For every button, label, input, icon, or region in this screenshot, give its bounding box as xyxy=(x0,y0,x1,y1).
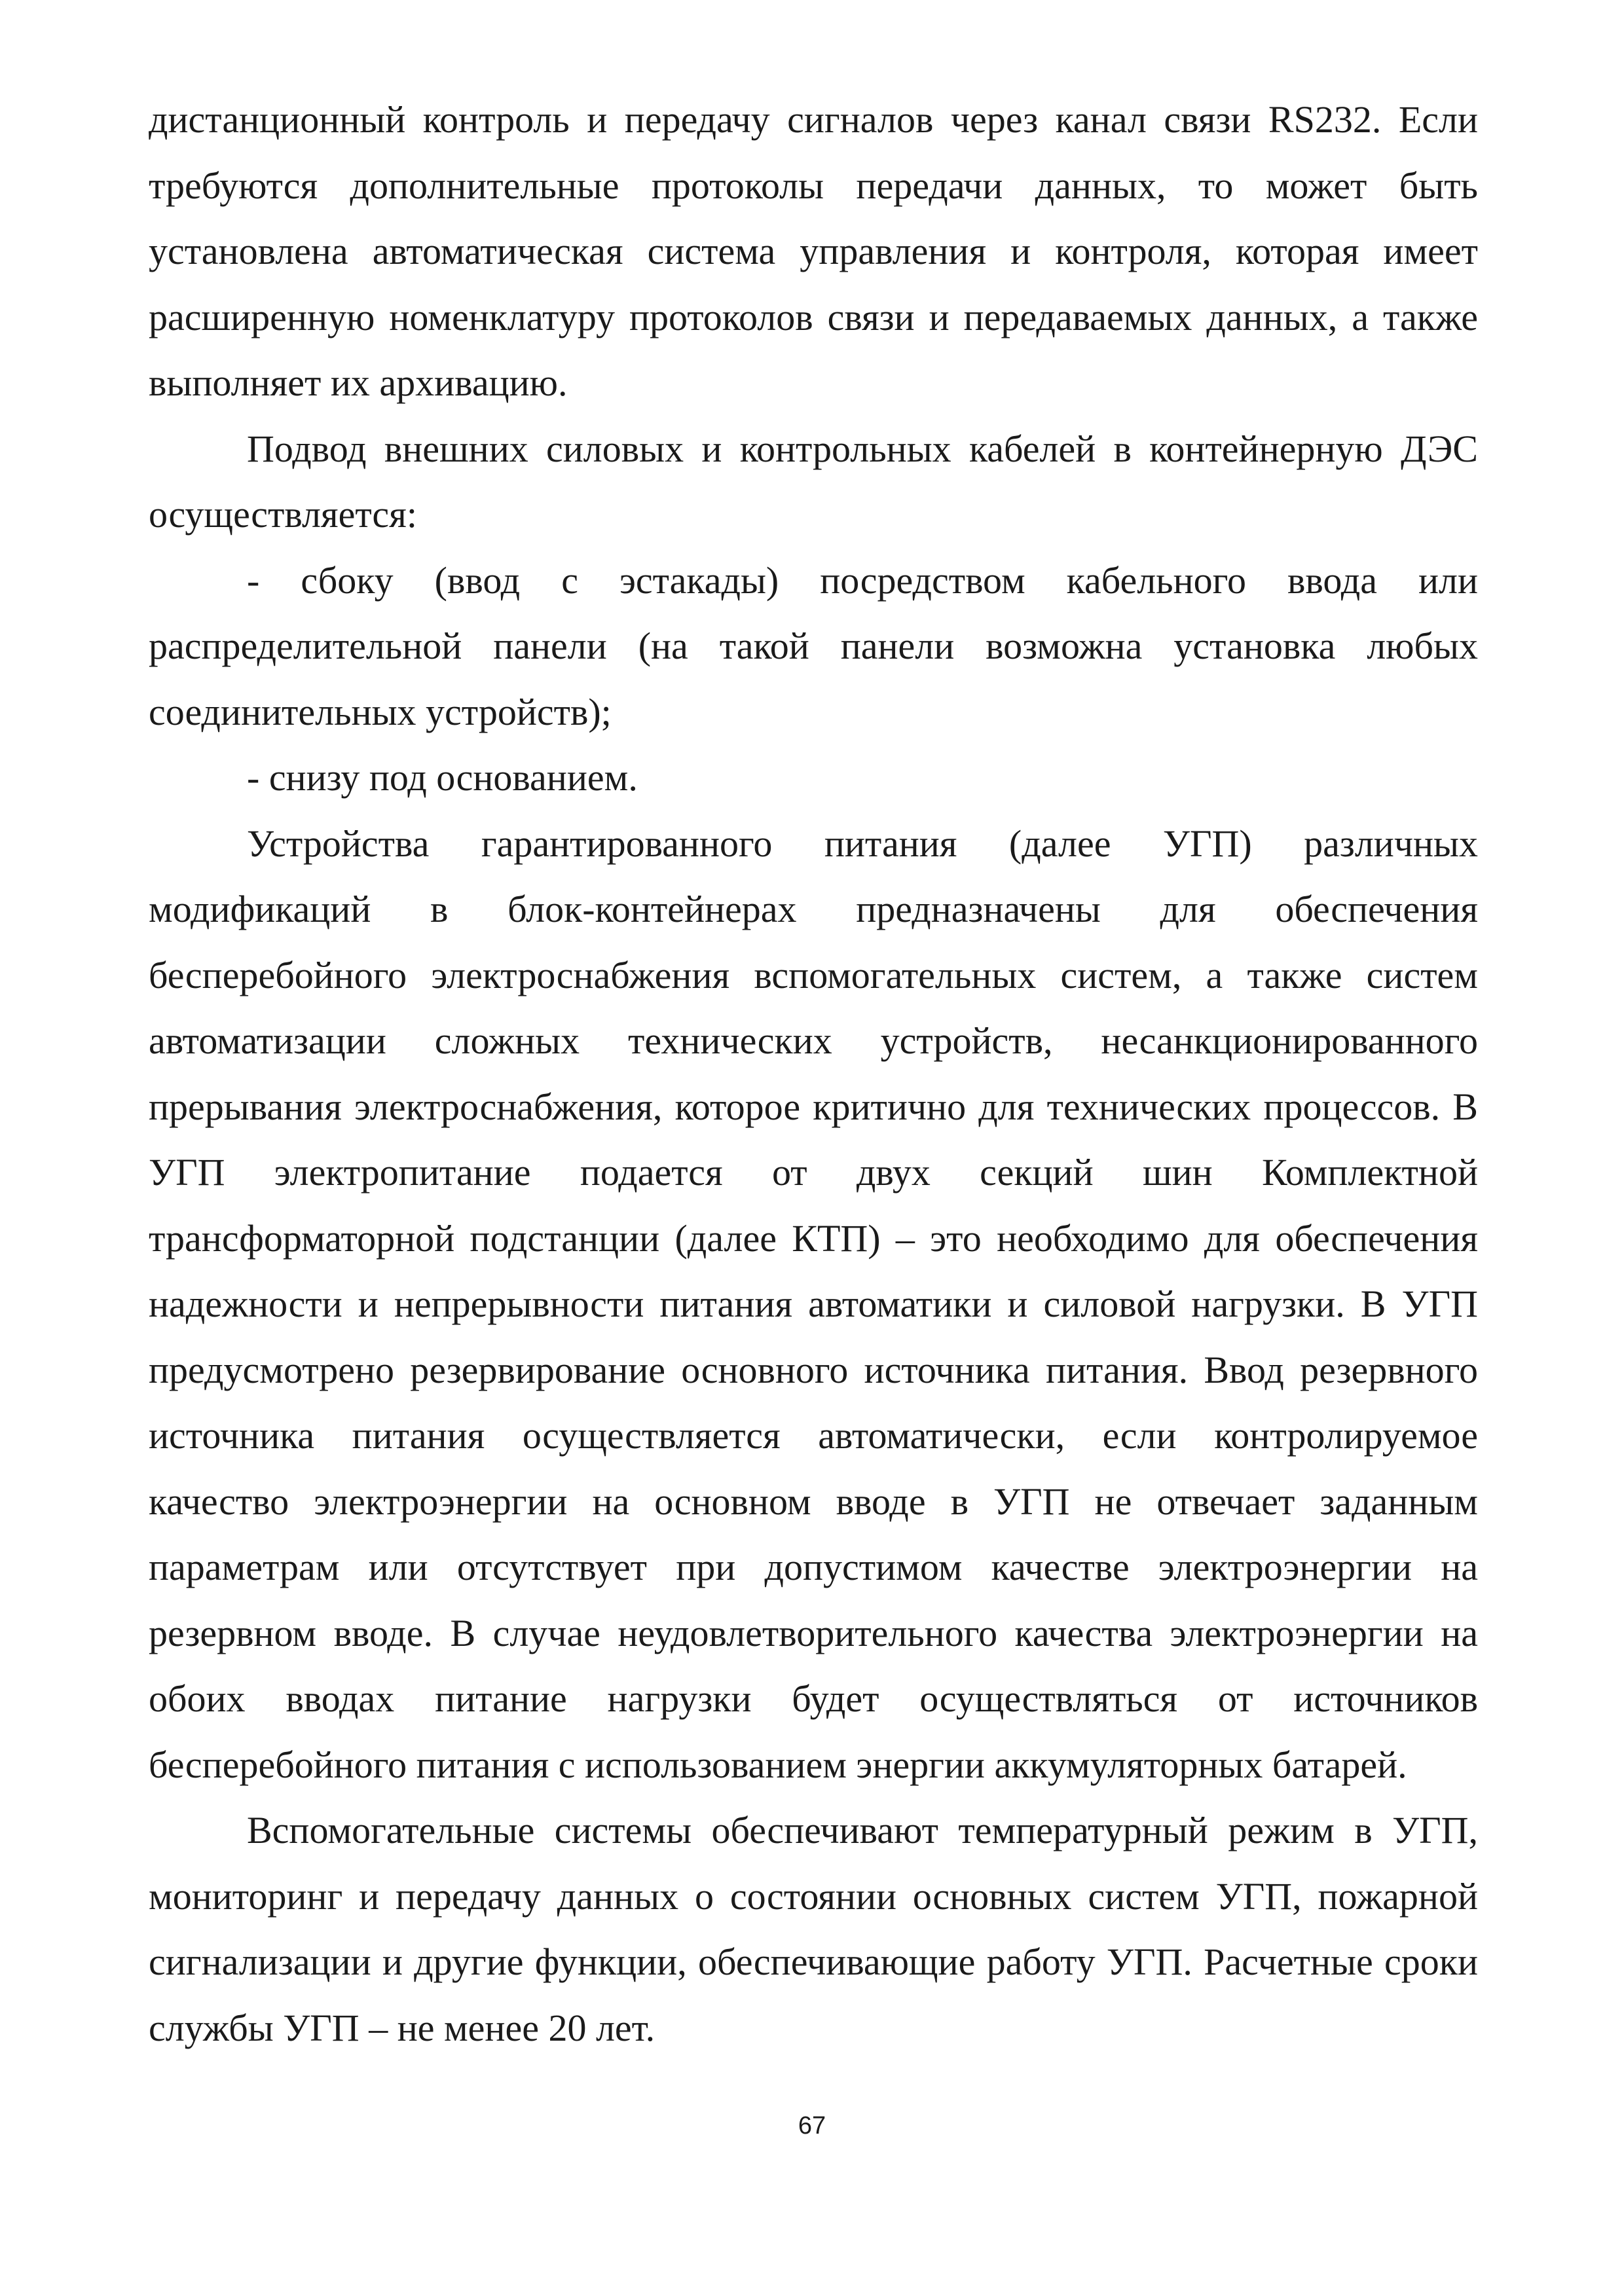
paragraph-cable-entry: Подвод внешних силовых и контрольных кабелей в контейнерную ДЭС осуществляется: xyxy=(149,427,1478,536)
paragraph-ups-devices: Устройства гарантированного питания (далее УГП) различных модификаций в блок-контейнерах предназначены для обеспечения бесперебойного электроснабжения вспомогательных систем, а также систем автоматизации сложных технических устройств, несанкционированного прерывания электроснабжения, которое критично для технических процессов. В УГП электропитание подается от двух секций шин Комплектной трансформаторной подстанции (далее КТП) – это необходимо для обеспечения надежности и непрерывности питания автоматики и силовой нагрузки. В УГП предусмотрено резервирование основного источника питания. Ввод резервного источника питания осуществляется автоматически, если контролируемое качество электроэнергии на основном вводе в УГП не отвечает заданным параметрам или отсутствует при допустимом качестве электроэнергии на резервном вводе. В случае неудовлетворительного качества электроэнергии на обоих вводах питание нагрузки будет осуществляться от источников бесперебойного питания с использованием энергии аккумуляторных батарей. xyxy=(149,822,1478,1786)
paragraph-auxiliary-systems: Вспомогательные системы обеспечивают температурный режим в УГП, мониторинг и передачу данных о состоянии основных систем УГП, пожарной сигнализации и другие функции, обеспечивающие работу УГП. Расчетные сроки службы УГП – не менее 20 лет. xyxy=(149,1809,1478,2049)
body-text xyxy=(149,87,1478,2061)
page-number: 67 xyxy=(798,2112,826,2140)
list-item-bottom-entry: - снизу под основанием. xyxy=(247,756,638,799)
paragraph-continuation: дистанционный контроль и передачу сигналов через канал связи RS232. Если требуются дополнительные протоколы передачи данных, то может быть установлена автоматическая система управления и контроля, которая имеет расширенную номенклатуру протоколов связи и передаваемых данных, а также выполняет их архивацию. xyxy=(149,98,1478,404)
list-item-side-entry: - сбоку (ввод с эстакады) посредством кабельного ввода или распределительной панели (на такой панели возможна установка любых соединительных устройств); xyxy=(149,558,1478,733)
